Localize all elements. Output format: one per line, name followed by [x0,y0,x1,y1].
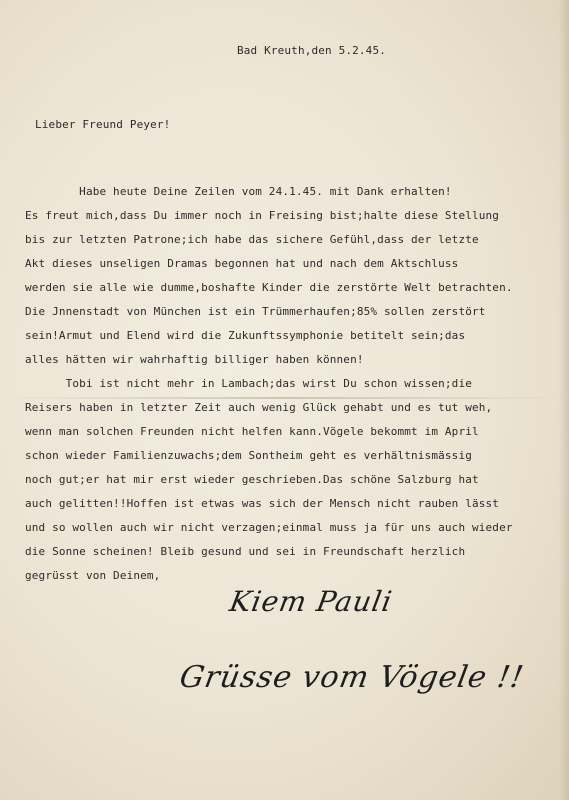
body-line-11: wenn man solchen Freunden nicht helfen kann.Vögele bekommt im April [25,425,479,438]
body-line-1: Habe heute Deine Zeilen vom 24.1.45. mit Dank erhalten! [25,185,452,198]
body-line-4: Akt dieses unseligen Dramas begonnen hat und nach dem Aktschluss [25,257,459,270]
paper-edge-shadow [559,0,569,800]
letter-salutation: Lieber Freund Peyer! [35,118,171,131]
body-line-15: und so wollen auch wir nicht verzagen;einmal muss ja für uns auch wieder [25,521,513,534]
body-line-16: die Sonne scheinen! Bleib gesund und sei in Freundschaft herzlich [25,545,466,558]
body-line-2: Es freut mich,dass Du immer noch in Freising bist;halte diese Stellung [25,209,500,222]
body-line-8: alles hätten wir wahrhaftig billiger haben können! [25,353,364,366]
body-line-17: gegrüsst von Deinem, [25,569,161,582]
letter-date-line: Bad Kreuth,den 5.2.45. [237,44,386,57]
body-line-7: sein!Armut und Elend wird die Zukunftssymphonie betitelt sein;das [25,329,466,342]
paper-fold-line [0,397,569,399]
body-line-13: noch gut;er hat mir erst wieder geschrieben.Das schöne Salzburg hat [25,473,479,486]
body-line-9: Tobi ist nicht mehr in Lambach;das wirst Du schon wissen;die [25,377,472,390]
body-line-10: Reisers haben in letzter Zeit auch wenig Glück gehabt und es tut weh, [25,401,493,414]
body-line-3: bis zur letzten Patrone;ich habe das sichere Gefühl,dass der letzte [25,233,479,246]
body-line-5: werden sie alle wie dumme,boshafte Kinder die zerstörte Welt betrachten. [25,281,513,294]
body-line-12: schon wieder Familienzuwachs;dem Sontheim geht es verhältnismässig [25,449,472,462]
handwritten-signature: Kiem Pauli [227,585,396,618]
body-line-6: Die Jnnenstadt von München ist ein Trümmerhaufen;85% sollen zerstört [25,305,486,318]
handwritten-postscript: Grüsse vom Vögele !! [176,660,527,695]
body-line-14: auch gelitten!!Hoffen ist etwas was sich der Mensch nicht rauben lässt [25,497,500,510]
